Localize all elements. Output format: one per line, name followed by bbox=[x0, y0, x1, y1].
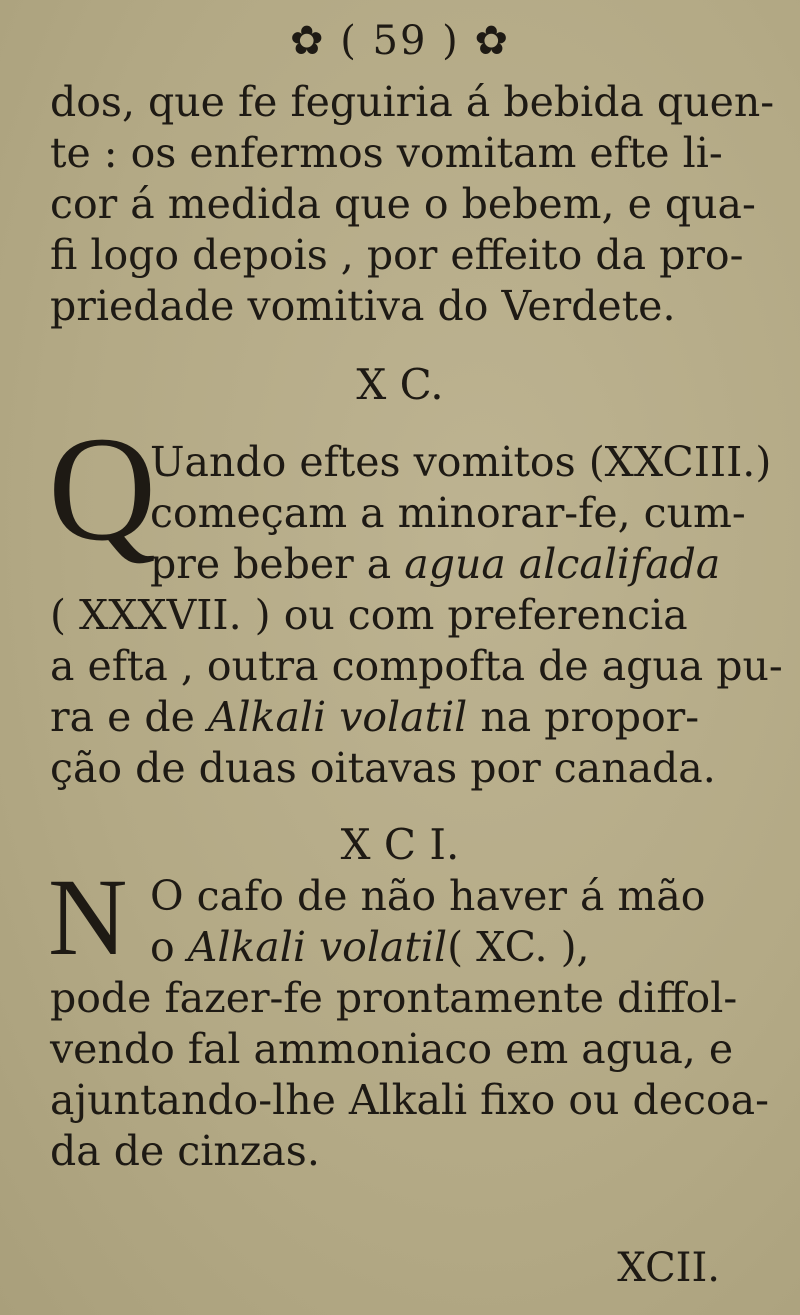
section-heading: X C I. bbox=[340, 820, 460, 869]
text-line: pre beber a agua alcalifada bbox=[150, 540, 721, 588]
text-line: O cafo de não haver á mão bbox=[150, 872, 706, 920]
text-line: ajuntando-lhe Alkali fixo ou decoa- bbox=[50, 1076, 769, 1124]
text-line: dos, que fe feguiria á bebida quen- bbox=[50, 78, 775, 126]
text-line: ra e de Alkali volatil na propor- bbox=[50, 693, 700, 741]
text-line: começam a minorar-fe, cum- bbox=[150, 489, 746, 537]
section-heading: X C. bbox=[356, 360, 444, 409]
text-line: ( XXXVII. ) ou com preferencia bbox=[50, 591, 688, 639]
italic-term: Alkali volatil bbox=[207, 693, 468, 741]
drop-cap: Q bbox=[48, 406, 157, 572]
text-line: Uando eftes vomitos (XXCIII.) bbox=[150, 438, 772, 486]
text-line: fi logo depois , por effeito da pro- bbox=[50, 231, 744, 279]
text-line: priedade vomitiva do Verdete. bbox=[50, 282, 676, 330]
drop-cap: N bbox=[48, 856, 128, 978]
text-line: cor á medida que o bebem, e qua- bbox=[50, 180, 756, 228]
page-header bbox=[0, 18, 800, 64]
catchword: XCII. bbox=[617, 1245, 720, 1291]
text-line: te : os enfermos vomitam efte li- bbox=[50, 129, 723, 177]
text-line: vendo fal ammoniaco em agua, e bbox=[50, 1025, 734, 1073]
right-ornament-icon: ✿ bbox=[474, 18, 510, 64]
text-line: da de cinzas. bbox=[50, 1127, 320, 1175]
text-line: pode fazer-fe prontamente diffol- bbox=[50, 974, 738, 1022]
italic-term: Alkali volatil bbox=[187, 923, 448, 971]
text-line: a efta , outra compofta de agua pu- bbox=[50, 642, 783, 690]
text-line: ção de duas oitavas por canada. bbox=[50, 744, 716, 792]
italic-term: agua alcalifada bbox=[404, 540, 721, 588]
page-number: ( 59 ) bbox=[340, 18, 460, 64]
left-ornament-icon: ✿ bbox=[289, 18, 326, 64]
text-line: o Alkali volatil ( XC. ), bbox=[150, 923, 590, 971]
